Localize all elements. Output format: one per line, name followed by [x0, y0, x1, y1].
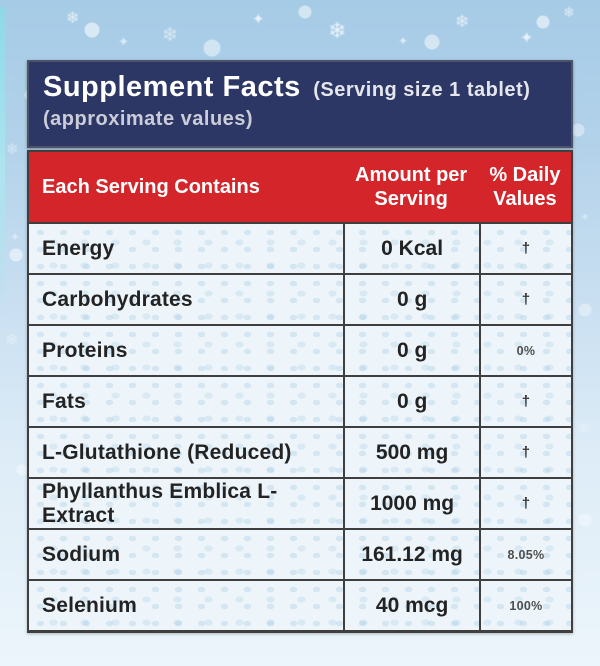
- table-row: [29, 222, 571, 273]
- column-header-row: [29, 152, 571, 222]
- snowflake-icon: [66, 8, 79, 28]
- nutrient-name: Proteins: [42, 338, 128, 362]
- serving-size-text: (Serving size 1 tablet): [313, 79, 531, 101]
- daily-value: †: [479, 428, 571, 477]
- sparkle-icon: [10, 230, 20, 244]
- nutrient-name: Sodium: [42, 542, 121, 566]
- bottle-edge-highlight: [0, 6, 5, 316]
- daily-value: †: [479, 275, 571, 324]
- column-header-each-serving: Each Serving Contains: [42, 176, 260, 198]
- nutrient-name: Phyllanthus Emblica L-Extract: [42, 479, 278, 527]
- sparkle-icon: [580, 210, 590, 224]
- snowflake-icon: [6, 140, 19, 158]
- amount-per-serving: 0 g: [343, 275, 479, 324]
- sparkle-icon: [118, 34, 129, 50]
- panel-title-text: Supplement Facts: [43, 71, 301, 103]
- snowflake-icon: [328, 18, 346, 44]
- sparkle-icon: [252, 10, 265, 28]
- snowflake-icon: [455, 12, 469, 32]
- amount-per-serving: 500 mg: [343, 428, 479, 477]
- amount-per-serving: 0 g: [343, 377, 479, 426]
- snowflake-icon: [563, 4, 575, 21]
- sparkle-icon: [520, 28, 533, 48]
- nutrient-name: Carbohydrates: [42, 287, 193, 311]
- nutrient-name: Selenium: [42, 593, 137, 617]
- daily-value: †: [479, 479, 571, 528]
- nutrient-name: Fats: [42, 389, 86, 413]
- nutrient-name: Energy: [42, 236, 115, 260]
- amount-per-serving: 0 g: [343, 326, 479, 375]
- daily-value: 8.05%: [479, 530, 571, 579]
- panel-header: [27, 60, 573, 148]
- table-row: [29, 579, 571, 630]
- daily-value: 100%: [479, 581, 571, 630]
- snowflake-icon: [5, 330, 18, 350]
- facts-table-body: [29, 222, 571, 630]
- table-row: [29, 528, 571, 579]
- column-header-daily-values: % Daily Values: [489, 164, 561, 210]
- daily-value: 0%: [479, 326, 571, 375]
- column-header-amount: Amount per Serving: [355, 164, 468, 210]
- panel-title-line: [43, 71, 557, 104]
- amount-per-serving: 1000 mg: [343, 479, 479, 528]
- supplement-facts-table: [27, 150, 573, 633]
- amount-per-serving: 0 Kcal: [343, 224, 479, 273]
- nutrient-name: L-Glutathione (Reduced): [42, 440, 292, 464]
- daily-value: †: [479, 377, 571, 426]
- table-row: [29, 273, 571, 324]
- sparkle-icon: [398, 34, 408, 48]
- approx-values-text: (approximate values): [43, 108, 254, 130]
- table-row: [29, 375, 571, 426]
- amount-per-serving: 40 mcg: [343, 581, 479, 630]
- snowflake-icon: [578, 420, 590, 437]
- table-row: [29, 426, 571, 477]
- snowflake-icon: [162, 24, 178, 47]
- table-row: [29, 477, 571, 528]
- daily-value: †: [479, 224, 571, 273]
- table-row: [29, 324, 571, 375]
- amount-per-serving: 161.12 mg: [343, 530, 479, 579]
